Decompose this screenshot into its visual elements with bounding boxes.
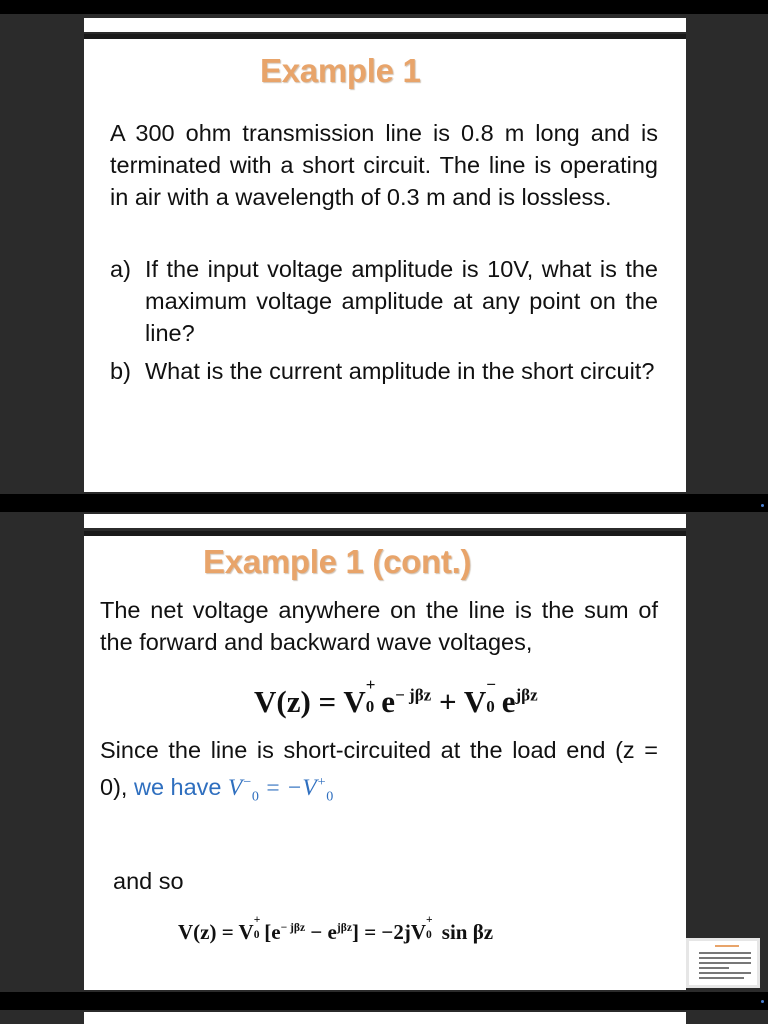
left-margin — [0, 14, 84, 1024]
thumbnail-title-mark — [715, 945, 739, 947]
and-so-text: and so — [113, 868, 184, 894]
slide-2-intro: The net voltage anywhere on the line is the sum of the forward and backward wave voltages, — [100, 597, 658, 655]
slide-separator — [0, 494, 768, 512]
slide-2[interactable] — [84, 531, 686, 990]
right-margin — [684, 14, 768, 1024]
result-equation: V(z) = V + 0 $[e^{- j\beta z} - e^{j\beta z}] = -2jV$ + 0 sin βz — [178, 913, 494, 944]
slide-1-title: Example 1 — [260, 52, 421, 89]
slide-1-intro: A 300 ohm transmission line is 0.8 m long and is terminated with a short circuit. The line is operating in air with a wavelength of 0.3 m and is lossless. — [110, 120, 658, 210]
thumbnail-line — [699, 957, 751, 959]
bottom-separator — [0, 992, 768, 1010]
thumbnail-line — [699, 967, 729, 969]
voltage-equation: V(z) = V + 0 $e^{- j\beta z} + V$ − 0 $e^{j\beta z}$ — [254, 674, 538, 719]
slide-2-header-strip — [84, 514, 686, 528]
next-slide-edge — [84, 1012, 686, 1024]
thumbnail-line — [699, 952, 751, 954]
top-bar — [0, 0, 768, 14]
scroll-dot — [761, 504, 764, 507]
slide-2-title: Example 1 (cont.) — [203, 543, 472, 580]
v0-minus-symbol: − 0 — [486, 674, 496, 716]
previous-slide-edge — [84, 18, 686, 32]
scroll-dot-bottom — [761, 1000, 764, 1003]
thumbnail-line — [699, 977, 744, 979]
v0-plus-symbol: + 0 — [365, 674, 376, 716]
thumbnail-line — [699, 962, 751, 964]
question-b-label: b) — [110, 358, 131, 384]
since-text — [100, 734, 658, 813]
slide-1[interactable] — [84, 34, 686, 492]
question-a-label: a) — [110, 256, 131, 282]
boundary-condition: $V^-_0 = -V^+_0$ — [228, 774, 334, 805]
page-thumbnail[interactable] — [686, 938, 760, 988]
since-sentence: Since the line is short-circuited at the load end (z = 0), — [100, 737, 658, 800]
v0-plus-symbol-3: + 0 — [426, 913, 433, 941]
we-have-text: we have — [133, 773, 222, 800]
thumbnail-line — [699, 972, 751, 974]
v0-plus-symbol-2: + 0 — [253, 913, 261, 941]
question-a-text: If the input voltage amplitude is 10V, what is the maximum voltage amplitude at any point on the line? — [145, 256, 658, 346]
question-b — [110, 355, 658, 387]
question-a — [110, 253, 658, 349]
question-b-text: What is the current amplitude in the short circuit? — [145, 358, 655, 384]
